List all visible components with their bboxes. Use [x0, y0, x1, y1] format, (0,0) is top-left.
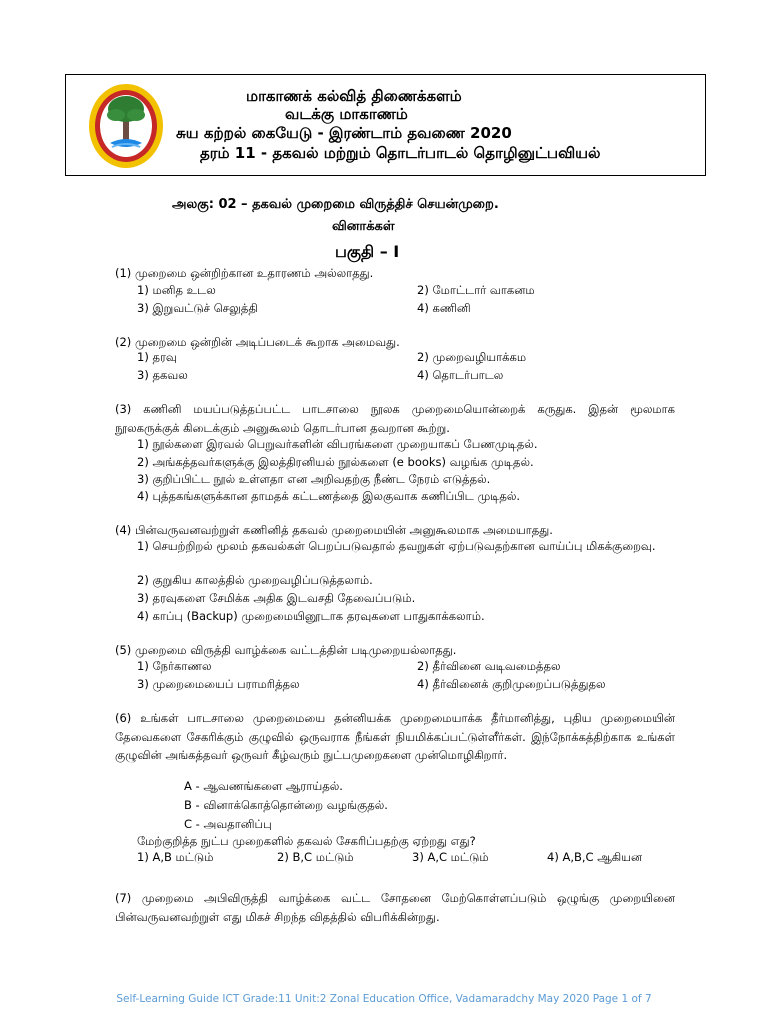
department-emblem-logo	[86, 81, 166, 171]
question-1-stem: (1) முறைமை ஒன்றிற்கான உதாரணம் அல்லாதது.	[115, 266, 374, 280]
q6-option-3: 3) A,C மட்டும்	[412, 850, 489, 864]
q6-option-4: 4) A,B,C ஆகியன	[547, 850, 643, 864]
q5-option-4: 4) தீர்வினைக் குறிமுறைப்படுத்துதல	[417, 677, 606, 691]
header-box	[65, 74, 706, 176]
question-4-stem: (4) பின்வருவனவற்றுள் கணினித் தகவல் முறைமையின் அனுகூலமாக அமையாதது.	[115, 523, 553, 537]
q6-option-2: 2) B,C மட்டும்	[277, 850, 354, 864]
question-3-stem: (3) கணினி மயப்படுத்தப்பட்ட பாடசாலை நூலக முறைமையொன்றைக் கருதுக. இதன் மூலமாக நூலகருக்குக் கிடைக்கும் அனுகூலம் தொடர்பான தவறான கூற்று.	[115, 402, 675, 435]
part-heading: பகுதி – I	[335, 242, 400, 261]
question-2-stem: (2) முறைமை ஒன்றின் அடிப்படைக் கூறாக அமைவது.	[115, 335, 400, 349]
unit-title: அலகு: 02 – தகவல் முறைமை விருத்திச் செயன்முறை.	[172, 197, 499, 212]
q6-technique-b: B - வினாக்கொத்தொன்றை வழங்குதல்.	[184, 798, 388, 812]
q6-question: மேற்குறித்த நுட்ப முறைகளில் தகவல் சேகரிப்பதற்கு ஏற்றது எது?	[137, 834, 476, 848]
q6-option-1: 1) A,B மட்டும்	[137, 850, 214, 864]
grade-subject: தரம் 11 - தகவல் மற்றும் தொடர்பாடல் தொழினுட்பவியல்	[200, 144, 601, 162]
q5-option-1: 1) நேர்காணல	[137, 659, 212, 673]
q3-option-4: 4) புத்தகங்களுக்கான தாமதக் கட்டணத்தை இலகுவாக கணிப்பிட முடிதல்.	[137, 489, 521, 503]
page-footer: Self-Learning Guide ICT Grade:11 Unit:2 Zonal Education Office, Vadamaradchy May 2020 Page 1 of 7	[116, 993, 652, 1005]
q3-option-3: 3) குறிப்பிட்ட நூல் உள்ளதா என அறிவதற்கு நீண்ட நேரம் எடுத்தல்.	[137, 472, 491, 486]
question-7-stem: (7) முறைமை அபிவிருத்தி வாழ்க்கை வட்ட சோதனை மேற்கொள்ளப்படும் ஒழுங்கு முறையினை பின்வருவனவற்றுள் எது மிகச் சிறந்த விதத்தில் விபரிக்கின்றது.	[115, 891, 675, 924]
q1-option-1: 1) மனித உடல	[137, 283, 216, 297]
q2-option-3: 3) தகவல	[137, 368, 188, 382]
q1-option-4: 4) கணினி	[417, 301, 471, 315]
q2-option-1: 1) தரவு	[137, 350, 177, 364]
q3-option-2: 2) அங்கத்தவர்களுக்கு இலத்திரனியல் நூல்களை (e books) வழங்க முடிதல்.	[137, 455, 534, 469]
questions-heading: வினாக்கள்	[332, 219, 395, 234]
q6-technique-a: A - ஆவணங்களை ஆராய்தல்.	[184, 779, 343, 793]
q4-option-3: 3) தரவுகளை சேமிக்க அதிக இடவசதி தேவைப்படும்.	[137, 591, 416, 605]
question-5-stem: (5) முறைமை விருத்தி வாழ்க்கை வட்டத்தின் படிமுறையல்லாதது.	[115, 643, 457, 657]
q4-option-2: 2) குறுகிய காலத்தில் முறைவழிப்படுத்தலாம்.	[137, 573, 373, 587]
q4-option-4: 4) காப்பு (Backup) முறைமையினூடாக தரவுகளை பாதுகாக்கலாம்.	[137, 609, 485, 623]
q5-option-2: 2) தீர்வினை வடிவமைத்தல	[417, 659, 561, 673]
q2-option-2: 2) முறைவழியாக்கம	[417, 350, 527, 364]
q3-option-1: 1) நூல்களை இரவல் பெறுவர்களின் விபரங்களை முறையாகப் பேணமுடிதல்.	[137, 437, 538, 451]
q6-technique-c: C - அவதானிப்பு	[184, 817, 272, 831]
department-name: மாகாணக் கல்வித் திணைக்களம்	[246, 87, 462, 105]
province-name: வடக்கு மாகாணம்	[285, 105, 408, 123]
q1-option-3: 3) இறுவட்டுச் செலுத்தி	[137, 301, 258, 315]
question-6-stem: (6) உங்கள் பாடசாலை முறைமையை தன்னியக்க முறைமையாக்க தீர்மானித்து, புதிய முறைமையின் தேவைகளை சேகரிக்கும் குழுவில் ஒருவராக நீங்கள் நியமிக்கப்பட்டுள்ளீர்கள். இந்நோக்கத்திற்காக உங்கள் குழுவின் அங்கத்தவர் ஒருவர் கீழ்வரும் நுட்பமுறைகளை முன்மொழிகிறார்.	[115, 711, 675, 762]
q2-option-4: 4) தொடர்பாடல	[417, 368, 504, 382]
q4-option-1: 1) செயற்றிறல் மூலம் தகவல்கள் பெறப்படுவதால் தவறுகள் ஏற்படுவதற்கான வாய்ப்பு மிகக்குறைவு.	[137, 539, 656, 553]
guide-title: சுய கற்றல் கையேடு - இரண்டாம் தவணை 2020	[176, 124, 512, 142]
q1-option-2: 2) மோட்டார் வாகனம	[417, 283, 535, 297]
q5-option-3: 3) முறைமையைப் பராமரித்தல	[137, 677, 300, 691]
